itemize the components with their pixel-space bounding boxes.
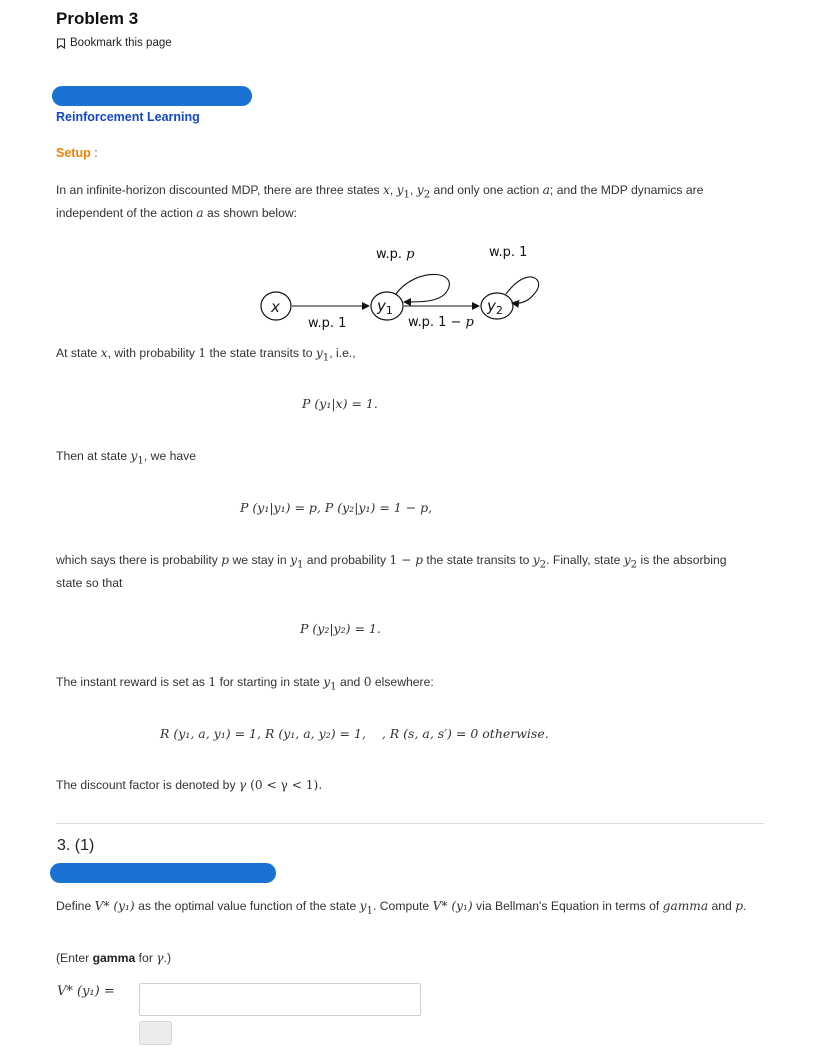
which-one-minus: 1 −	[389, 553, 416, 567]
then-text-2: , we have	[143, 449, 197, 463]
then-paragraph	[56, 447, 196, 470]
define-p: p	[735, 899, 744, 913]
setup-label: Setup	[56, 146, 91, 160]
then-text-1: Then at state	[56, 449, 131, 463]
enter-hint	[56, 949, 171, 968]
intro-text-3: ; and the MDP dynamics are independent of the action	[56, 183, 704, 221]
redaction-mark	[52, 86, 252, 106]
answer-input[interactable]	[139, 983, 421, 1016]
equation-2: P (y₁|y₁) = p, P (y₂|y₁) = 1 − p,	[240, 500, 433, 515]
which-text-3: and probability	[303, 553, 390, 567]
intro-sep-2: ,	[410, 183, 417, 197]
node-x-label: x	[271, 298, 280, 316]
define-text-3: . Compute	[372, 899, 433, 913]
define-v: V* (y₁)	[94, 899, 135, 913]
which-y2-sub: 2	[539, 559, 547, 571]
which-text-4: the state transits to	[423, 553, 533, 567]
reward-text-1: The instant reward is set as	[56, 675, 209, 689]
define-v-2: V* (y₁)	[432, 899, 473, 913]
equation-1: P (y₁|x) = 1.	[302, 396, 378, 411]
redaction-mark	[50, 863, 276, 883]
mdp-diagram	[240, 232, 550, 332]
define-paragraph	[56, 897, 776, 920]
setup-heading	[56, 146, 98, 160]
enter-text-3: .)	[163, 951, 172, 965]
intro-sep-1: ,	[389, 183, 397, 197]
statex-y1: y	[315, 346, 323, 360]
label-wp-1-bottom: w.p. 1	[308, 316, 347, 331]
enter-gamma-keyword: gamma	[92, 951, 136, 965]
define-text-5: and	[708, 899, 736, 913]
state-x: x	[383, 183, 390, 197]
reward-y1-sub: 1	[330, 681, 337, 693]
answer-preview-button[interactable]	[139, 1021, 172, 1045]
equation-4: R (y₁, a, y₁) = 1, R (y₁, a, y₂) = 1, , R (s, a, s′) = 0 otherwise.	[160, 726, 549, 741]
reward-text-2: for starting in state	[216, 675, 324, 689]
enter-text-1: (Enter	[56, 951, 93, 965]
which-text-6: is the absorbing state so that	[56, 553, 727, 591]
discount-paragraph	[56, 776, 322, 795]
intro-text-1: In an infinite-horizon discounted MDP, there are three states	[56, 183, 383, 197]
reward-text-4: elsewhere:	[371, 675, 434, 689]
bookmark-button[interactable]	[56, 37, 172, 49]
statex-text-4: , i.e.,	[329, 346, 356, 360]
discount-text-1: The discount factor is denoted by	[56, 778, 239, 792]
bookmark-label: Bookmark this page	[70, 37, 172, 49]
reward-text-3: and	[336, 675, 364, 689]
define-text-2: as the optimal value function of the state	[134, 899, 360, 913]
define-y1-sub: 1	[366, 905, 373, 917]
which-text-1: which says there is probability	[56, 553, 222, 567]
which-paragraph	[56, 551, 756, 593]
statex-text-3: the state transits to	[206, 346, 316, 360]
state-y2: y	[416, 183, 424, 197]
label-wp-1-top: w.p. 1	[489, 245, 528, 260]
discount-range: (0 < γ < 1).	[246, 778, 323, 792]
answer-label: V* (y₁) =	[57, 984, 115, 999]
define-text-1: Define	[56, 899, 95, 913]
state-y1-sub: 1	[403, 189, 411, 201]
action-a: a	[542, 183, 550, 197]
which-p2: p	[415, 553, 423, 567]
which-y1: y	[290, 553, 297, 567]
equation-3: P (y₂|y₂) = 1.	[300, 621, 381, 636]
self-loop-y1	[396, 274, 449, 302]
state-y1: y	[396, 183, 404, 197]
topic-link[interactable]: Reinforcement Learning	[56, 110, 200, 124]
node-y2-label: $y_2$	[487, 297, 503, 317]
statex-text-2: , with probability	[107, 346, 199, 360]
intro-text-4: as shown below:	[203, 206, 298, 221]
define-text-6: .	[743, 899, 747, 913]
define-gamma: gamma	[662, 899, 709, 913]
intro-text-2: and only one action	[430, 183, 543, 197]
define-text-4: via Bellman's Equation in terms of	[472, 899, 663, 913]
bookmark-icon	[56, 38, 66, 49]
which-text-2: we stay in	[229, 553, 291, 567]
statex-paragraph	[56, 344, 356, 367]
section-divider	[56, 823, 764, 824]
statex-one: 1	[198, 346, 207, 360]
setup-colon: :	[90, 146, 98, 160]
statex-x: x	[100, 346, 108, 360]
intro-paragraph	[56, 181, 766, 223]
reward-paragraph	[56, 673, 434, 696]
label-wp-1-minus-p: w.p. 1 − p	[408, 315, 474, 330]
then-y1: y	[130, 449, 138, 463]
reward-y1: y	[323, 675, 331, 689]
which-p: p	[221, 553, 230, 567]
which-text-5: . Finally, state	[546, 553, 624, 567]
which-y2: y	[532, 553, 540, 567]
discount-gamma: γ	[238, 778, 247, 792]
which-y2b-sub: 2	[630, 559, 638, 571]
reward-one: 1	[208, 675, 217, 689]
enter-text-2: for	[135, 951, 157, 965]
action-a-2: a	[196, 206, 204, 221]
page-title: Problem 3	[56, 9, 139, 28]
node-y1-label: $y_1$	[377, 297, 393, 317]
question-label: 3. (1)	[57, 837, 95, 854]
then-y1-sub: 1	[137, 455, 144, 467]
label-wp-p: w.p. p	[376, 247, 415, 262]
state-y2-sub: 2	[423, 189, 431, 201]
which-y1-sub: 1	[296, 559, 304, 571]
reward-zero: 0	[363, 675, 372, 689]
define-y1: y	[359, 899, 367, 913]
enter-gamma-symbol: γ	[156, 951, 164, 965]
statex-y1-sub: 1	[322, 352, 330, 364]
which-y2b: y	[623, 553, 631, 567]
statex-text-1: At state	[56, 346, 101, 360]
